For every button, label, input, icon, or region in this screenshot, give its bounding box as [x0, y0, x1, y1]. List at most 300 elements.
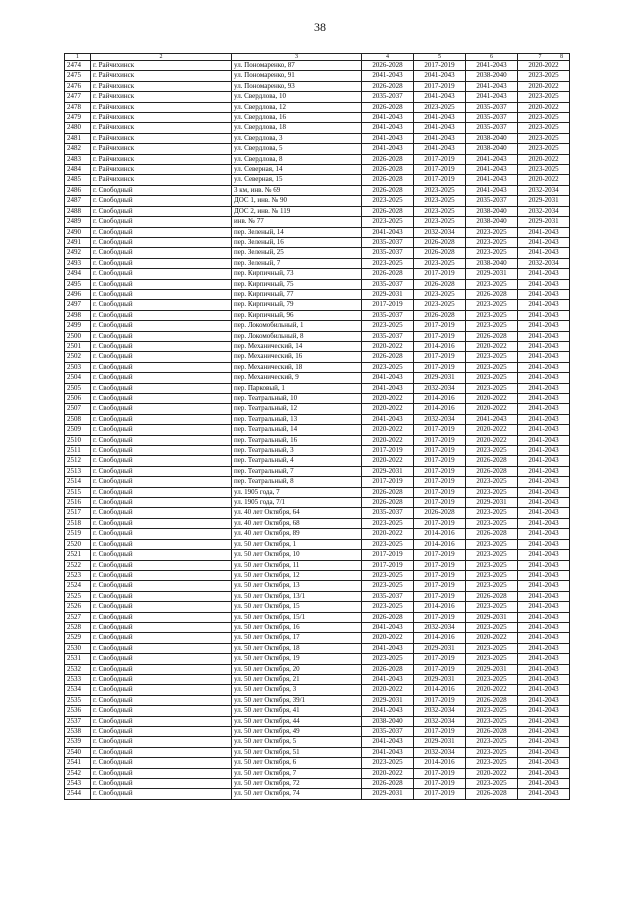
period-col-4: 2026-2028 [362, 81, 414, 91]
column-number-6: 7 [538, 54, 542, 60]
period-col-5: 2017-2019 [414, 435, 466, 445]
period-col-6: 2023-2025 [466, 622, 518, 632]
address: ул. 40 лет Октября, 89 [232, 529, 362, 539]
period-col-4: 2017-2019 [362, 446, 414, 456]
period-col-5: 2029-2031 [414, 373, 466, 383]
settlement: г. Свободный [91, 321, 232, 331]
period-col-4: 2020-2022 [362, 341, 414, 351]
table-row [65, 456, 570, 466]
address: пер. Механический, 16 [232, 352, 362, 362]
column-number: 5 [414, 54, 466, 61]
period-col-6: 2023-2025 [466, 570, 518, 580]
table-row [65, 133, 570, 143]
row-number: 2519 [65, 529, 91, 539]
table-row [65, 768, 570, 778]
row-number: 2508 [65, 414, 91, 424]
period-col-6: 2026-2028 [466, 727, 518, 737]
settlement: г. Свободный [91, 248, 232, 258]
settlement: г. Райчихинск [91, 175, 232, 185]
table-row [65, 279, 570, 289]
address: пер. Театральный, 8 [232, 477, 362, 487]
period-col-7: 2041-2043 [518, 664, 570, 674]
row-number: 2481 [65, 133, 91, 143]
table-row [65, 185, 570, 195]
address: ул. Свердлова, 12 [232, 102, 362, 112]
period-col-5: 2041-2043 [414, 144, 466, 154]
settlement: г. Райчихинск [91, 71, 232, 81]
period-col-4: 2041-2043 [362, 144, 414, 154]
table-row [65, 737, 570, 747]
address: пер. Театральный, 10 [232, 394, 362, 404]
period-col-4: 2023-2025 [362, 362, 414, 372]
address: ДОС 1, инв. № 90 [232, 196, 362, 206]
settlement: г. Свободный [91, 643, 232, 653]
table-row [65, 414, 570, 424]
period-col-7: 2041-2043 [518, 633, 570, 643]
period-col-7: 2020-2022 [518, 81, 570, 91]
address: ул. 50 лет Октября, 5 [232, 737, 362, 747]
row-number: 2541 [65, 758, 91, 768]
row-number: 2526 [65, 602, 91, 612]
address: пер. Механический, 18 [232, 362, 362, 372]
period-col-5: 2017-2019 [414, 331, 466, 341]
period-col-7: 2023-2025 [518, 92, 570, 102]
table-row [65, 498, 570, 508]
settlement: г. Райчихинск [91, 102, 232, 112]
period-col-5: 2017-2019 [414, 269, 466, 279]
period-col-4: 2017-2019 [362, 300, 414, 310]
address: ул. 50 лет Октября, 13 [232, 581, 362, 591]
period-col-4: 2041-2043 [362, 622, 414, 632]
period-col-6: 2038-2040 [466, 258, 518, 268]
period-col-7: 2041-2043 [518, 227, 570, 237]
table-row [65, 550, 570, 560]
address: пер. Театральный, 3 [232, 446, 362, 456]
period-col-6: 2023-2025 [466, 706, 518, 716]
row-number: 2518 [65, 518, 91, 528]
address: ул. 50 лет Октября, 10 [232, 550, 362, 560]
period-col-6: 2023-2025 [466, 508, 518, 518]
period-col-5: 2017-2019 [414, 477, 466, 487]
period-col-4: 2023-2025 [362, 581, 414, 591]
period-col-6: 2023-2025 [466, 248, 518, 258]
period-col-4: 2026-2028 [362, 664, 414, 674]
settlement: г. Свободный [91, 456, 232, 466]
table-row [65, 217, 570, 227]
settlement: г. Свободный [91, 529, 232, 539]
table-row [65, 508, 570, 518]
period-col-4: 2029-2031 [362, 695, 414, 705]
period-col-5: 2026-2028 [414, 279, 466, 289]
period-col-7: 2041-2043 [518, 768, 570, 778]
table-row [65, 747, 570, 757]
period-col-5: 2014-2016 [414, 758, 466, 768]
period-col-4: 2026-2028 [362, 154, 414, 164]
period-col-4: 2035-2037 [362, 591, 414, 601]
settlement: г. Свободный [91, 706, 232, 716]
settlement: г. Свободный [91, 591, 232, 601]
settlement: г. Свободный [91, 362, 232, 372]
address: пер. Театральный, 4 [232, 456, 362, 466]
period-col-4: 2026-2028 [362, 102, 414, 112]
period-col-4: 2041-2043 [362, 414, 414, 424]
table-row [65, 383, 570, 393]
period-col-6: 2041-2043 [466, 81, 518, 91]
address: ул. Свердлова, 10 [232, 92, 362, 102]
row-number: 2509 [65, 425, 91, 435]
period-col-6: 2023-2025 [466, 373, 518, 383]
period-col-6: 2041-2043 [466, 414, 518, 424]
row-number: 2529 [65, 633, 91, 643]
period-col-4: 2026-2028 [362, 352, 414, 362]
period-col-6: 2020-2022 [466, 425, 518, 435]
period-col-5: 2023-2025 [414, 102, 466, 112]
period-col-4: 2023-2025 [362, 258, 414, 268]
period-col-4: 2023-2025 [362, 602, 414, 612]
settlement: г. Свободный [91, 581, 232, 591]
period-col-4: 2020-2022 [362, 394, 414, 404]
period-col-7: 2041-2043 [518, 591, 570, 601]
period-col-5: 2014-2016 [414, 404, 466, 414]
table-body [65, 54, 570, 800]
period-col-4: 2026-2028 [362, 487, 414, 497]
period-col-6: 2023-2025 [466, 539, 518, 549]
table-row [65, 300, 570, 310]
period-col-5: 2017-2019 [414, 664, 466, 674]
period-col-5: 2014-2016 [414, 602, 466, 612]
period-col-5: 2023-2025 [414, 217, 466, 227]
period-col-6: 2035-2037 [466, 123, 518, 133]
period-col-5: 2023-2025 [414, 258, 466, 268]
row-number: 2514 [65, 477, 91, 487]
settlement: г. Свободный [91, 383, 232, 393]
period-col-6: 2023-2025 [466, 747, 518, 757]
period-col-7: 2041-2043 [518, 550, 570, 560]
row-number: 2500 [65, 331, 91, 341]
address: ул. 50 лет Октября, 19 [232, 654, 362, 664]
period-col-7: 2041-2043 [518, 373, 570, 383]
period-col-5: 2032-2034 [414, 747, 466, 757]
address: пер. Механический, 14 [232, 341, 362, 351]
period-col-5: 2017-2019 [414, 727, 466, 737]
period-col-4: 2020-2022 [362, 685, 414, 695]
settlement: г. Свободный [91, 518, 232, 528]
row-number: 2543 [65, 779, 91, 789]
address: пер. Кирпичный, 77 [232, 289, 362, 299]
period-col-6: 2023-2025 [466, 362, 518, 372]
settlement: г. Свободный [91, 289, 232, 299]
address: пер. Театральный, 7 [232, 466, 362, 476]
period-col-4: 2026-2028 [362, 779, 414, 789]
period-col-7: 2041-2043 [518, 487, 570, 497]
table-row [65, 258, 570, 268]
address: ул. Свердлова, 3 [232, 133, 362, 143]
period-col-6: 2023-2025 [466, 518, 518, 528]
table-row [65, 373, 570, 383]
period-col-7: 2041-2043 [518, 602, 570, 612]
row-number: 2523 [65, 570, 91, 580]
row-number: 2513 [65, 466, 91, 476]
period-col-4: 2020-2022 [362, 404, 414, 414]
period-col-5: 2041-2043 [414, 113, 466, 123]
row-number: 2504 [65, 373, 91, 383]
address: ул. 50 лет Октября, 16 [232, 622, 362, 632]
period-col-6: 2020-2022 [466, 404, 518, 414]
settlement: г. Свободный [91, 727, 232, 737]
period-col-6: 2023-2025 [466, 487, 518, 497]
period-col-4: 2026-2028 [362, 612, 414, 622]
row-number: 2511 [65, 446, 91, 456]
row-number: 2534 [65, 685, 91, 695]
period-col-6: 2041-2043 [466, 92, 518, 102]
period-col-5: 2017-2019 [414, 466, 466, 476]
period-col-5: 2017-2019 [414, 581, 466, 591]
period-col-4: 2035-2037 [362, 92, 414, 102]
settlement: г. Свободный [91, 747, 232, 757]
settlement: г. Свободный [91, 300, 232, 310]
period-col-7: 2041-2043 [518, 341, 570, 351]
settlement: г. Свободный [91, 217, 232, 227]
settlement: г. Райчихинск [91, 81, 232, 91]
settlement: г. Свободный [91, 487, 232, 497]
period-col-7: 2023-2025 [518, 71, 570, 81]
period-col-4: 2026-2028 [362, 61, 414, 71]
period-col-7: 2041-2043 [518, 435, 570, 445]
table-row [65, 248, 570, 258]
period-col-7: 2032-2034 [518, 206, 570, 216]
period-col-7: 2041-2043 [518, 560, 570, 570]
period-col-7: 2029-2031 [518, 217, 570, 227]
table-row [65, 664, 570, 674]
period-col-4: 2020-2022 [362, 529, 414, 539]
period-col-5: 2017-2019 [414, 560, 466, 570]
period-col-6: 2023-2025 [466, 654, 518, 664]
address: пер. Зеленый, 16 [232, 237, 362, 247]
period-col-7: 2041-2043 [518, 529, 570, 539]
settlement: г. Свободный [91, 779, 232, 789]
row-number: 2497 [65, 300, 91, 310]
period-col-6: 2023-2025 [466, 310, 518, 320]
table-row [65, 113, 570, 123]
period-col-5: 2032-2034 [414, 383, 466, 393]
period-col-7: 2041-2043 [518, 539, 570, 549]
row-number: 2498 [65, 310, 91, 320]
period-col-6: 2035-2037 [466, 102, 518, 112]
table-row [65, 529, 570, 539]
settlement: г. Свободный [91, 258, 232, 268]
table-row [65, 404, 570, 414]
settlement: г. Свободный [91, 633, 232, 643]
settlement: г. Свободный [91, 695, 232, 705]
period-col-4: 2020-2022 [362, 425, 414, 435]
row-number: 2503 [65, 362, 91, 372]
settlement: г. Свободный [91, 446, 232, 456]
row-number: 2532 [65, 664, 91, 674]
table-row [65, 425, 570, 435]
period-col-4: 2035-2037 [362, 237, 414, 247]
settlement: г. Свободный [91, 674, 232, 684]
period-col-5: 2017-2019 [414, 570, 466, 580]
row-number: 2537 [65, 716, 91, 726]
period-col-7: 2041-2043 [518, 674, 570, 684]
table-row [65, 71, 570, 81]
period-col-6: 2029-2031 [466, 269, 518, 279]
row-number: 2538 [65, 727, 91, 737]
address: пер. Механический, 9 [232, 373, 362, 383]
settlement: г. Свободный [91, 550, 232, 560]
period-col-7: 2041-2043 [518, 310, 570, 320]
row-number: 2528 [65, 622, 91, 632]
period-col-7: 2023-2025 [518, 144, 570, 154]
period-col-6: 2023-2025 [466, 477, 518, 487]
period-col-5: 2017-2019 [414, 779, 466, 789]
period-col-6: 2023-2025 [466, 758, 518, 768]
period-col-5: 2017-2019 [414, 456, 466, 466]
period-col-4: 2017-2019 [362, 550, 414, 560]
table-row [65, 685, 570, 695]
row-number: 2482 [65, 144, 91, 154]
period-col-6: 2029-2031 [466, 498, 518, 508]
period-col-5: 2032-2034 [414, 622, 466, 632]
period-col-7: 2023-2025 [518, 165, 570, 175]
period-col-6: 2023-2025 [466, 383, 518, 393]
settlement: г. Свободный [91, 498, 232, 508]
row-number: 2517 [65, 508, 91, 518]
address: ул. 50 лет Октября, 6 [232, 758, 362, 768]
settlement: г. Свободный [91, 612, 232, 622]
table-row [65, 539, 570, 549]
address: ул. 50 лет Октября, 21 [232, 674, 362, 684]
table-row [65, 612, 570, 622]
period-col-4: 2020-2022 [362, 768, 414, 778]
period-col-7: 2041-2043 [518, 456, 570, 466]
row-number: 2479 [65, 113, 91, 123]
period-col-6: 2020-2022 [466, 435, 518, 445]
row-number: 2510 [65, 435, 91, 445]
period-col-5: 2026-2028 [414, 248, 466, 258]
settlement: г. Свободный [91, 206, 232, 216]
period-col-6: 2038-2040 [466, 217, 518, 227]
period-col-7: 2041-2043 [518, 279, 570, 289]
address: пер. Кирпичный, 96 [232, 310, 362, 320]
row-number: 2488 [65, 206, 91, 216]
row-number: 2512 [65, 456, 91, 466]
table-row [65, 269, 570, 279]
settlement: г. Свободный [91, 716, 232, 726]
period-col-6: 2020-2022 [466, 685, 518, 695]
table-row [65, 487, 570, 497]
column-number: 2 [91, 54, 232, 61]
settlement: г. Свободный [91, 560, 232, 570]
period-col-5: 2023-2025 [414, 300, 466, 310]
column-number-7: 8 [560, 54, 563, 60]
settlement: г. Райчихинск [91, 154, 232, 164]
settlement: г. Райчихинск [91, 92, 232, 102]
address: ул. Свердлова, 18 [232, 123, 362, 133]
settlement: г. Райчихинск [91, 133, 232, 143]
row-number: 2506 [65, 394, 91, 404]
period-col-4: 2035-2037 [362, 279, 414, 289]
period-col-4: 2041-2043 [362, 706, 414, 716]
settlement: г. Свободный [91, 466, 232, 476]
table-row [65, 654, 570, 664]
address: ул. Свердлова, 16 [232, 113, 362, 123]
row-number: 2505 [65, 383, 91, 393]
period-col-5: 2017-2019 [414, 695, 466, 705]
row-number: 2531 [65, 654, 91, 664]
period-col-5: 2017-2019 [414, 591, 466, 601]
period-col-4: 2023-2025 [362, 539, 414, 549]
address: пер. Театральный, 12 [232, 404, 362, 414]
period-col-4: 2041-2043 [362, 227, 414, 237]
period-col-4: 2026-2028 [362, 269, 414, 279]
settlement: г. Свободный [91, 758, 232, 768]
period-col-5: 2017-2019 [414, 352, 466, 362]
table-row [65, 477, 570, 487]
row-number: 2507 [65, 404, 91, 414]
table-row [65, 227, 570, 237]
table-row [65, 123, 570, 133]
address: пер. Театральный, 13 [232, 414, 362, 424]
period-col-4: 2041-2043 [362, 113, 414, 123]
period-col-4: 2026-2028 [362, 175, 414, 185]
column-number [518, 54, 570, 61]
row-number: 2542 [65, 768, 91, 778]
period-col-5: 2032-2034 [414, 716, 466, 726]
address: пер. Локомобильный, 8 [232, 331, 362, 341]
row-number: 2484 [65, 165, 91, 175]
period-col-6: 2020-2022 [466, 633, 518, 643]
period-col-5: 2032-2034 [414, 706, 466, 716]
period-col-5: 2029-2031 [414, 674, 466, 684]
table-row [65, 144, 570, 154]
settlement: г. Свободный [91, 768, 232, 778]
period-col-4: 2020-2022 [362, 456, 414, 466]
row-number: 2520 [65, 539, 91, 549]
period-col-7: 2041-2043 [518, 404, 570, 414]
period-col-7: 2041-2043 [518, 643, 570, 653]
period-col-6: 2023-2025 [466, 321, 518, 331]
period-col-5: 2017-2019 [414, 165, 466, 175]
settlement: г. Свободный [91, 602, 232, 612]
address: пер. Театральный, 14 [232, 425, 362, 435]
row-number: 2474 [65, 61, 91, 71]
period-col-6: 2026-2028 [466, 529, 518, 539]
period-col-7: 2041-2043 [518, 414, 570, 424]
table-row [65, 331, 570, 341]
period-col-6: 2023-2025 [466, 446, 518, 456]
table-row [65, 758, 570, 768]
period-col-4: 2023-2025 [362, 654, 414, 664]
table-row [65, 591, 570, 601]
table-row [65, 61, 570, 71]
address: пер. Кирпичный, 75 [232, 279, 362, 289]
address: ул. 50 лет Октября, 39/1 [232, 695, 362, 705]
period-col-4: 2035-2037 [362, 508, 414, 518]
row-number: 2477 [65, 92, 91, 102]
settlement: г. Свободный [91, 279, 232, 289]
period-col-7: 2032-2034 [518, 185, 570, 195]
period-col-4: 2023-2025 [362, 570, 414, 580]
period-col-7: 2041-2043 [518, 758, 570, 768]
period-col-6: 2023-2025 [466, 279, 518, 289]
table-row [65, 695, 570, 705]
settlement: г. Свободный [91, 352, 232, 362]
period-col-4: 2023-2025 [362, 758, 414, 768]
address: ул. 50 лет Октября, 20 [232, 664, 362, 674]
period-col-7: 2041-2043 [518, 518, 570, 528]
address: пер. Парковый, 1 [232, 383, 362, 393]
